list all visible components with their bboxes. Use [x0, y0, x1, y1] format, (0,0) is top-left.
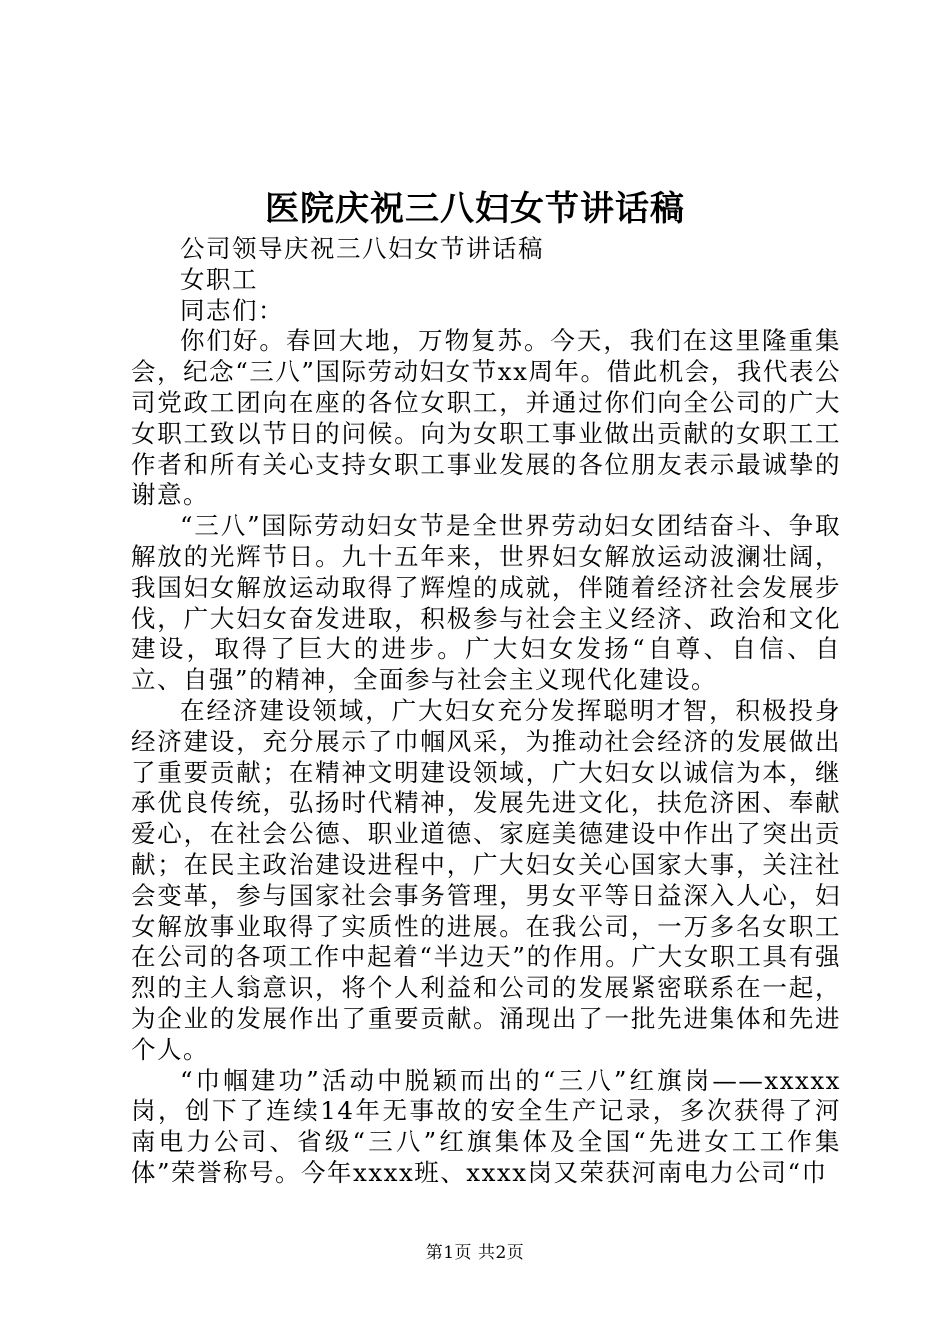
paragraph: “巾帼建功”活动中脱颖而出的“三八”红旗岗——xxxxx岗，创下了连续14年无事故的安全生产记录，多次获得了河南电力公司、省级“三八”红旗集体及全国“先进女工工作集体”荣誉称号。今年xxxx班、xxxx岗又荣获河南电力公司“巾: [131, 1065, 841, 1187]
document-title: 医院庆祝三八妇女节讲话稿: [265, 189, 685, 229]
paragraph-subtitle: 公司领导庆祝三八妇女节讲话稿: [180, 234, 544, 263]
paragraph-audience: 女职工: [180, 264, 258, 294]
page-number-footer: 第1页 共2页: [425, 1243, 525, 1263]
document-body: [131, 234, 841, 1189]
paragraph: 在经济建设领域，广大妇女充分发挥聪明才智，积极投身经济建设，充分展示了巾帼风采，为推动社会经济的发展做出了重要贡献；在精神文明建设领域，广大妇女以诚信为本，继承优良传统，弘扬时代精神，发展先进文化，扶危济困、奉献爱心，在社会公德、职业道德、家庭美德建设中作出了突出贡献；在民主政治建设进程中，广大妇女关心国家大事，关注社会变革，参与国家社会事务管理，男女平等日益深入人心，妇女解放事业取得了实质性的进展。在我公司，一万多名女职工在公司的各项工作中起着“半边天”的作用。广大女职工具有强烈的主人翁意识，将个人利益和公司的发展紧密联系在一起，为企业的发展作出了重要贡献。涌现出了一批先进集体和先进个人。: [131, 695, 841, 1064]
paragraph: “三八”国际劳动妇女节是全世界劳动妇女团结奋斗、争取解放的光辉节日。九十五年来，世界妇女解放运动波澜壮阔，我国妇女解放运动取得了辉煌的成就，伴随着经济社会发展步伐，广大妇女奋发进取，积极参与社会主义经济、政治和文化建设，取得了巨大的进步。广大妇女发扬“自尊、自信、自立、自强”的精神，全面参与社会主义现代化建设。: [131, 511, 841, 695]
paragraph: 你们好。春回大地，万物复苏。今天，我们在这里隆重集会，纪念“三八”国际劳动妇女节xx周年。借此机会，我代表公司党政工团向在座的各位女职工，并通过你们向全公司的广大女职工致以节日的问候。向为女职工事业做出贡献的女职工工作者和所有关心支持女职工事业发展的各位朋友表示最诚挚的谢意。: [131, 326, 841, 510]
paragraph-salutation: 同志们：: [180, 295, 284, 325]
